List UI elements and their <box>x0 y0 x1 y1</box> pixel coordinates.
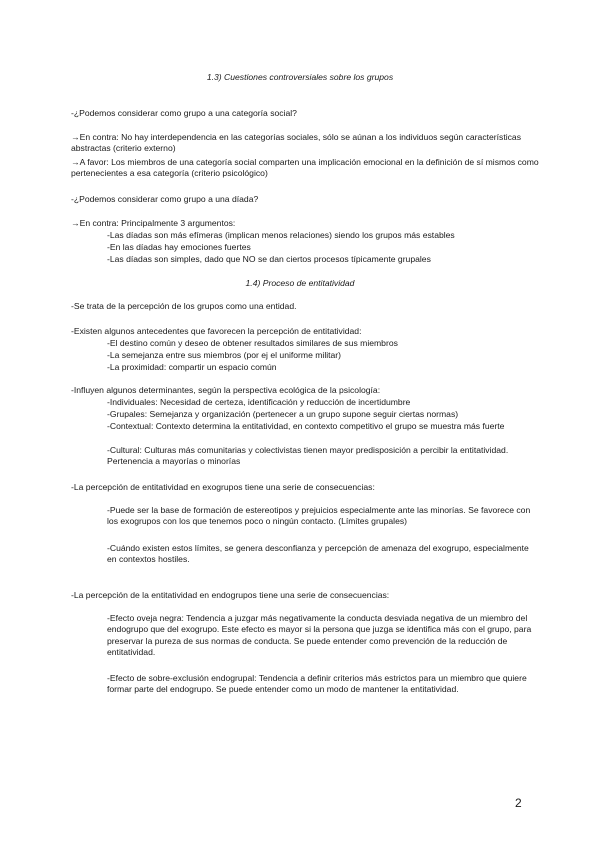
paragraph-determinantes: -Influyen algunos determinantes, según la perspectiva ecológica de la psicología: <box>71 385 381 395</box>
paragraph-endogrupos: -La percepción de la entitatividad en endogrupos tiene una serie de consecuencias: <box>71 590 390 600</box>
paragraph-antecedentes: -Existen algunos antecedentes que favorecen la percepción de entitatividad: <box>71 326 362 336</box>
argument-a-favor-categoria: →A favor: Los miembros de una categoría social comparten una implicación emocional en la definición de sí mismos como pertenecientes a esa categoría (criterio psicológico) <box>71 157 539 179</box>
page-number: 2 <box>515 796 522 810</box>
list-item: -La proximidad: compartir un espacio común <box>107 362 277 372</box>
section-title-1-3: 1.3) Cuestiones controversiales sobre los grupos <box>206 72 394 82</box>
list-item: -Contextual: Contexto determina la entitatividad, en contexto competitivo el grupo se muestra más fuerte <box>107 421 505 431</box>
paragraph-exo-limites: -Puede ser la base de formación de estereotipos y prejuicios especialmente ante las minorías. Se favorece con los exogrupos con los que tenemos poco o ningún contacto. (Límites grupales) <box>107 505 531 527</box>
paragraph-oveja-negra: -Efecto oveja negra: Tendencia a juzgar más negativamente la conducta desviada negativa de un miembro del endogrupo que del exogrupo. Este efecto es mayor si la persona que juzga se identifica más con el grupo, para preservar la pureza de sus normas de conducta. Se puede entender como prevención de la reducción de entitatividad. <box>107 613 532 658</box>
list-item: -En las díadas hay emociones fuertes <box>107 242 251 252</box>
list-item: -Las díadas son simples, dado que NO se dan ciertos procesos típicamente grupales <box>107 254 431 264</box>
paragraph-intro: -Se trata de la percepción de los grupos como una entidad. <box>71 301 297 311</box>
list-item: -Grupales: Semejanza y organización (pertenecer a un grupo supone seguir ciertas normas) <box>107 409 459 419</box>
question-categoria-social: -¿Podemos considerar como grupo a una categoría social? <box>71 108 297 118</box>
question-diada: -¿Podemos considerar como grupo a una díada? <box>71 194 259 204</box>
list-item: -Las díadas son más efímeras (implican menos relaciones) siendo los grupos más estables <box>107 230 455 240</box>
list-item: -El destino común y deseo de obtener resultados similares de sus miembros <box>107 338 398 348</box>
argument-en-contra-diada: →En contra: Principalmente 3 argumentos: <box>71 218 236 228</box>
paragraph-sobre-exclusion: -Efecto de sobre-exclusión endogrupal: Tendencia a definir criterios más estrictos para un miembro que quiere formar parte del endogrupo. Se puede entender como un modo de mantener la entitatividad. <box>107 673 527 695</box>
paragraph-exogrupos: -La percepción de entitatividad en exogrupos tiene una serie de consecuencias: <box>71 482 375 492</box>
list-item: -La semejanza entre sus miembros (por ej el uniforme militar) <box>107 350 342 360</box>
section-title-1-4: 1.4) Proceso de entitatividad <box>245 278 355 288</box>
list-item: -Individuales: Necesidad de certeza, identificación y reducción de incertidumbre <box>107 397 411 407</box>
argument-en-contra-categoria: →En contra: No hay interdependencia en las categorías sociales, sólo se aúnan a los individuos según características abstractas (criterio externo) <box>71 132 522 154</box>
list-item: -Cultural: Culturas más comunitarias y colectivistas tienen mayor predisposición a percibir la entitatividad. Pertenencia a mayorías o minorías <box>107 445 509 467</box>
paragraph-exo-desconfianza: -Cuándo existen estos límites, se genera desconfianza y percepción de amenaza del exogrupo, especialmente en contextos hostiles. <box>107 543 529 565</box>
